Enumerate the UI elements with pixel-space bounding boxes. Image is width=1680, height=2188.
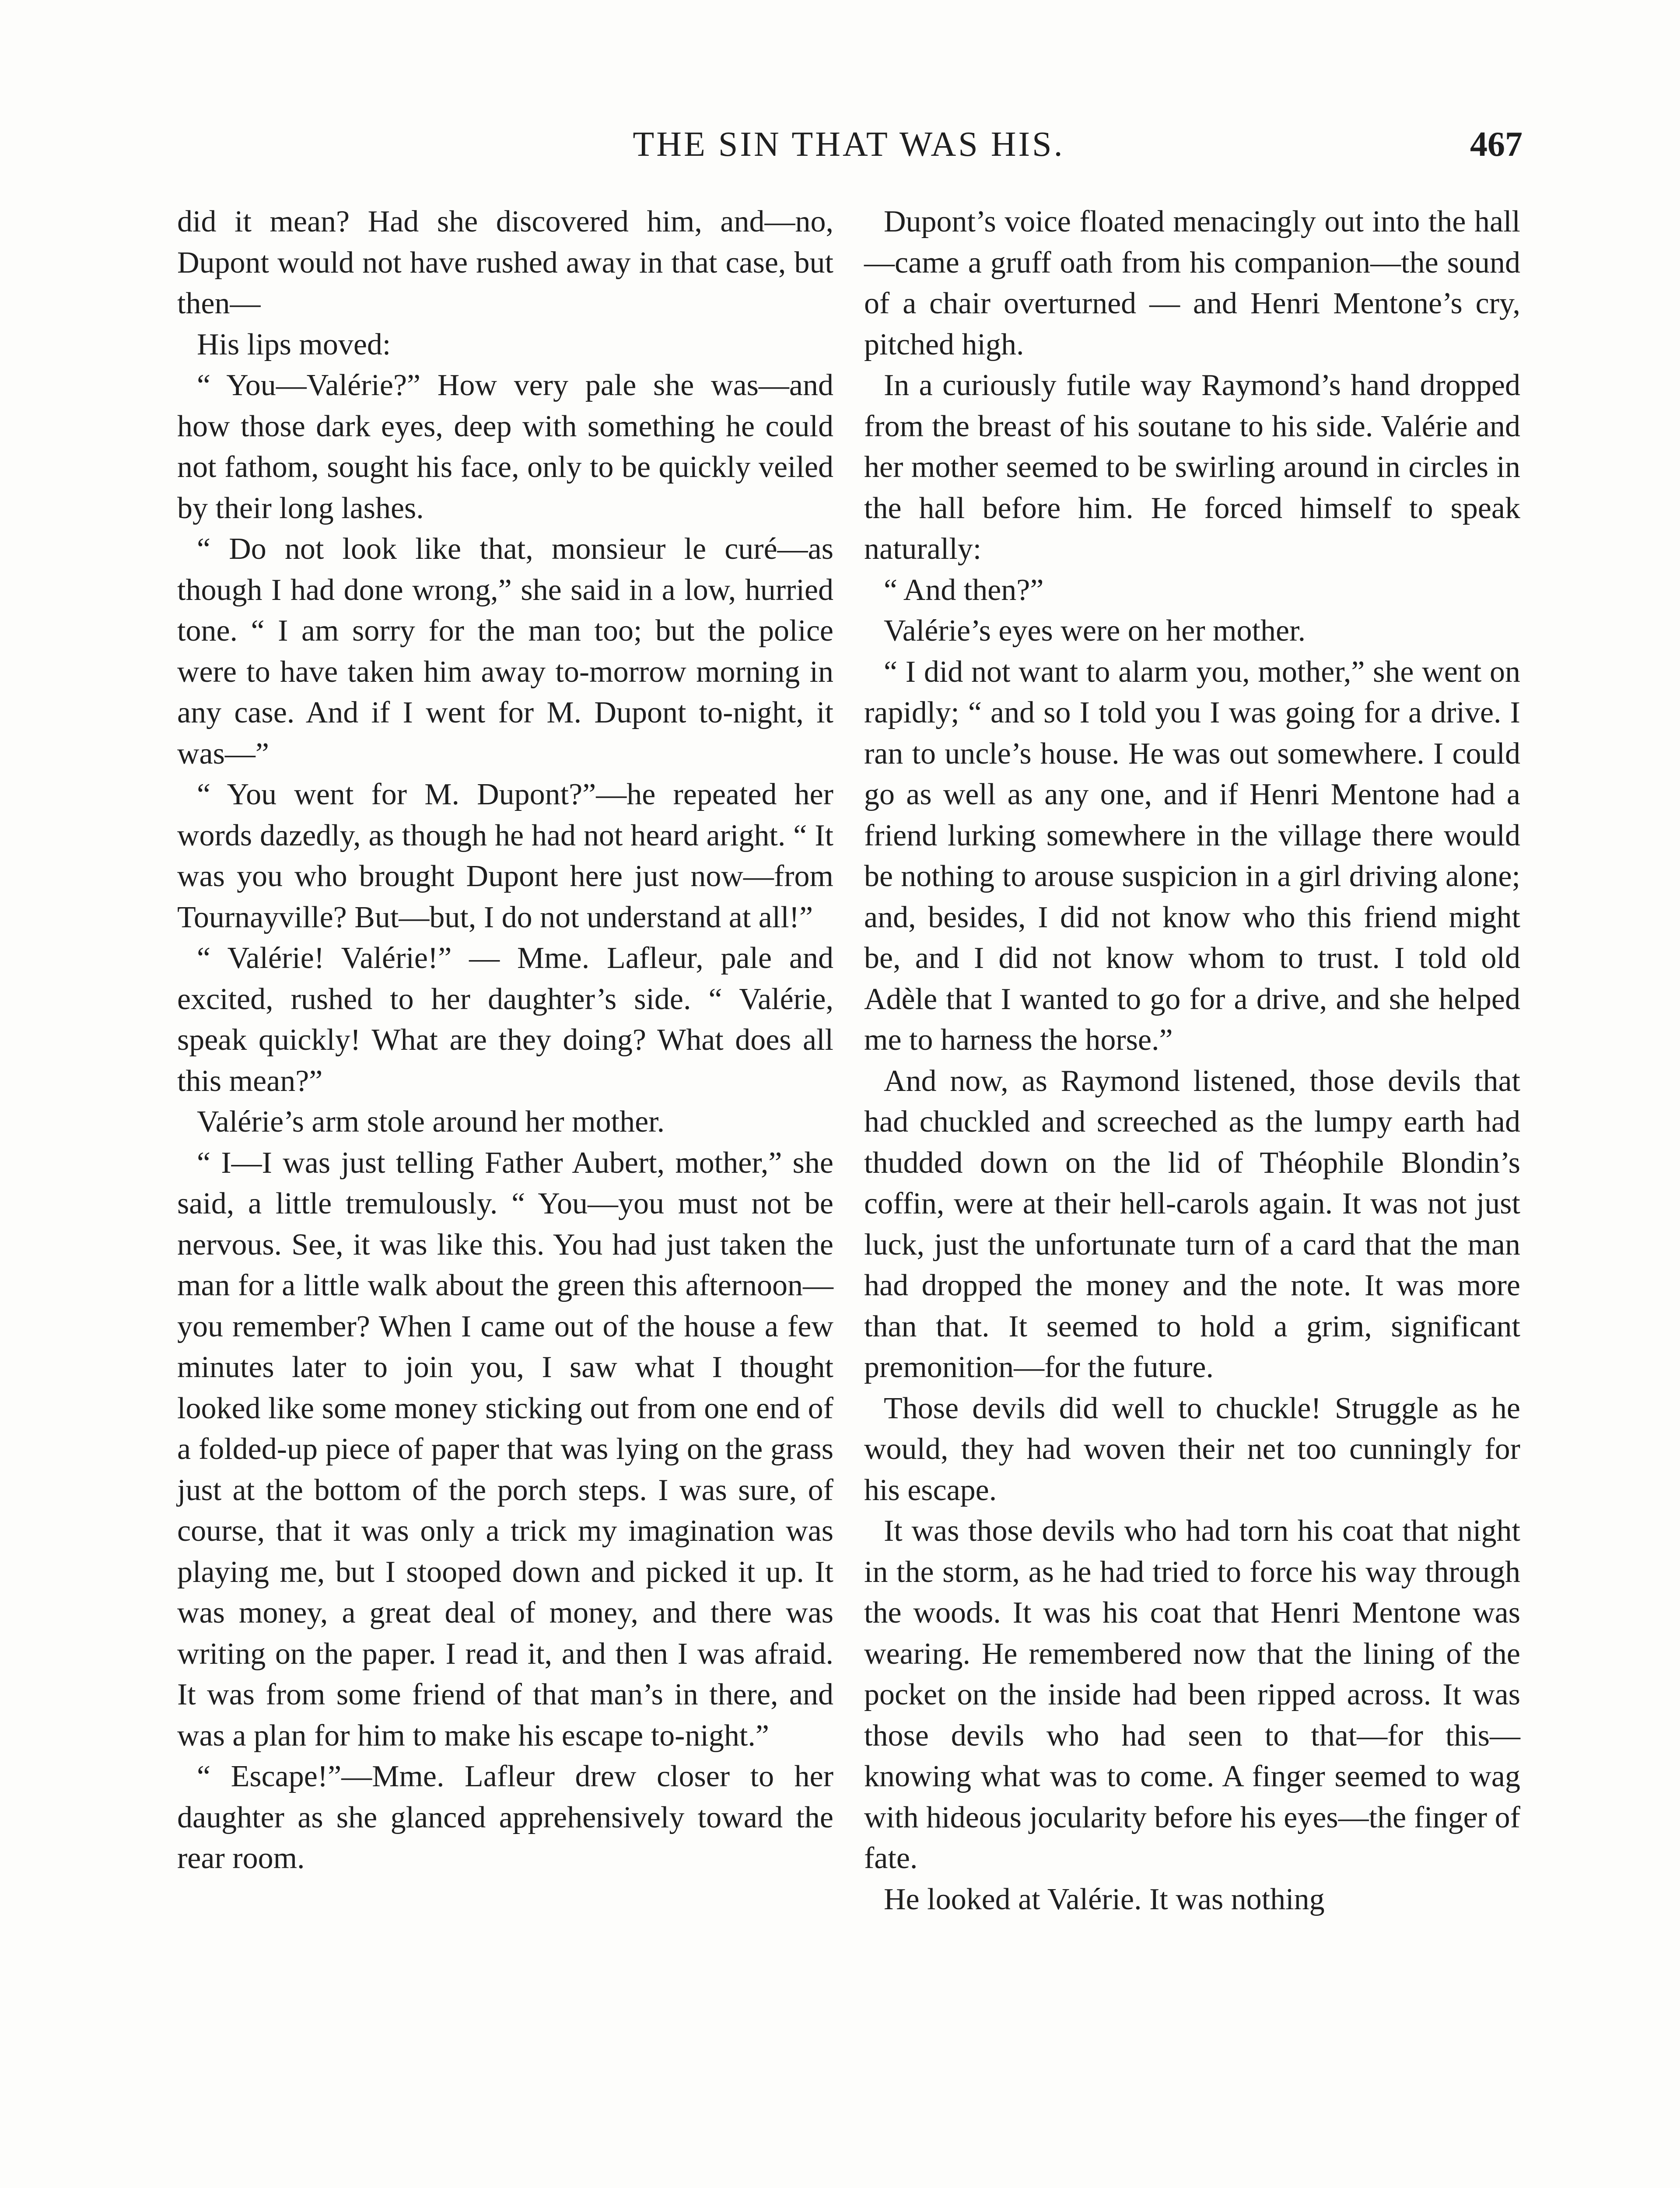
- paragraph: It was those devils who had torn his coat that night in the storm, as he had tried to force his way through the woods. It was his coat that Henri Mentone was wearing. He remembered now that the lining of the pocket on the inside had been ripped across. It was those devils who had seen to that—for this—knowing what was to come. A finger seemed to wag with hideous jocularity before his eyes—the finger of fate.: [864, 1514, 1520, 1875]
- paragraph: Valérie’s arm stole around her mother.: [197, 1105, 665, 1139]
- paragraph: And now, as Raymond listened, those devils that had chuckled and screeched as the lumpy earth had thudded down on the lid of Théophile Blondin’s coffin, were at their hell-carols again. It was not just luck, just the unfortunate turn of a card that the man had dropped the money and the note. It was more than that. It seemed to hold a grim, significant premonition—for the future.: [864, 1064, 1520, 1384]
- paragraph: “ Escape!”—Mme. Lafleur drew closer to her daughter as she glanced apprehensively toward the rear room.: [177, 1760, 833, 1875]
- paragraph: “ Do not look like that, monsieur le curé—as though I had done wrong,” she said in a low, hurried tone. “ I am sorry for the man too; but the police were to have taken him away to-morrow morning in any case. And if I went for M. Dupont to-night, it was—”: [177, 532, 833, 771]
- paragraph: “ I—I was just telling Father Aubert, mother,” she said, a little tremulously. “ You—you must not be nervous. See, it was like this. You had just taken the man for a little walk about the green this afternoon—you remember? When I came out of the house a few minutes later to join you, I saw what I thought looked like some money sticking out from one end of a folded-up piece of paper that was lying on the grass just at the bottom of the porch steps. I was sure, of course, that it was only a trick my imagination was playing me, but I stooped down and picked it up. It was money, a great deal of money, and there was writing on the paper. I read it, and then I was afraid. It was from some friend of that man’s in there, and was a plan for him to make his escape to-night.”: [177, 1146, 833, 1753]
- paragraph: Valérie’s eyes were on her mother.: [884, 614, 1306, 648]
- paragraph: “ I did not want to alarm you, mother,” she went on rapidly; “ and so I told you I was going for a drive. I ran to uncle’s house. He was out somewhere. I could go as well as any one, and if Henri Mentone had a friend lurking somewhere in the village there would be nothing to arouse suspicion in a girl driving alone; and, besides, I did not know who this friend might be, and I did not know whom to trust. I told old Adèle that I wanted to go for a drive, and she helped me to harness the horse.”: [864, 655, 1520, 1057]
- paragraph: He looked at Valérie. It was nothing: [884, 1882, 1325, 1916]
- paragraph: Dupont’s voice floated menacingly out into the hall—came a gruff oath from his companion—the sound of a chair overturned — and Henri Mentone’s cry, pitched high.: [864, 205, 1520, 361]
- paragraph: “ Valérie! Valérie!” — Mme. Lafleur, pale and excited, rushed to her daughter’s side. “ Valérie, speak quickly! What are they doing? What does all this mean?”: [177, 941, 833, 1098]
- paragraph: Those devils did well to chuckle! Struggle as he would, they had woven their net too cunningly for his escape.: [864, 1391, 1520, 1507]
- text-column-right: [864, 201, 1520, 1920]
- paragraph: “ You—Valérie?” How very pale she was—and how those dark eyes, deep with something he could not fathom, sought his face, only to be quickly veiled by their long lashes.: [177, 368, 833, 525]
- paragraph: His lips moved:: [197, 327, 391, 361]
- paragraph: “ And then?”: [884, 573, 1044, 607]
- page-header: [175, 118, 1522, 171]
- running-title: THE SIN THAT WAS HIS.: [633, 125, 1065, 164]
- page-number: 467: [1470, 125, 1522, 164]
- paragraph: In a curiously futile way Raymond’s hand dropped from the breast of his soutane to his side. Valérie and her mother seemed to be swirling around in circles in the hall before him. He forced himself to speak naturally:: [864, 368, 1520, 566]
- paragraph: “ You went for M. Dupont?”—he repeated her words dazedly, as though he had not heard aright. “ It was you who brought Dupont here just now—from Tournayville? But—but, I do not understand at all!”: [177, 778, 833, 934]
- text-column-left: [177, 201, 833, 1879]
- paragraph: did it mean? Had she discovered him, and—no, Dupont would not have rushed away in that case, but then—: [177, 205, 833, 320]
